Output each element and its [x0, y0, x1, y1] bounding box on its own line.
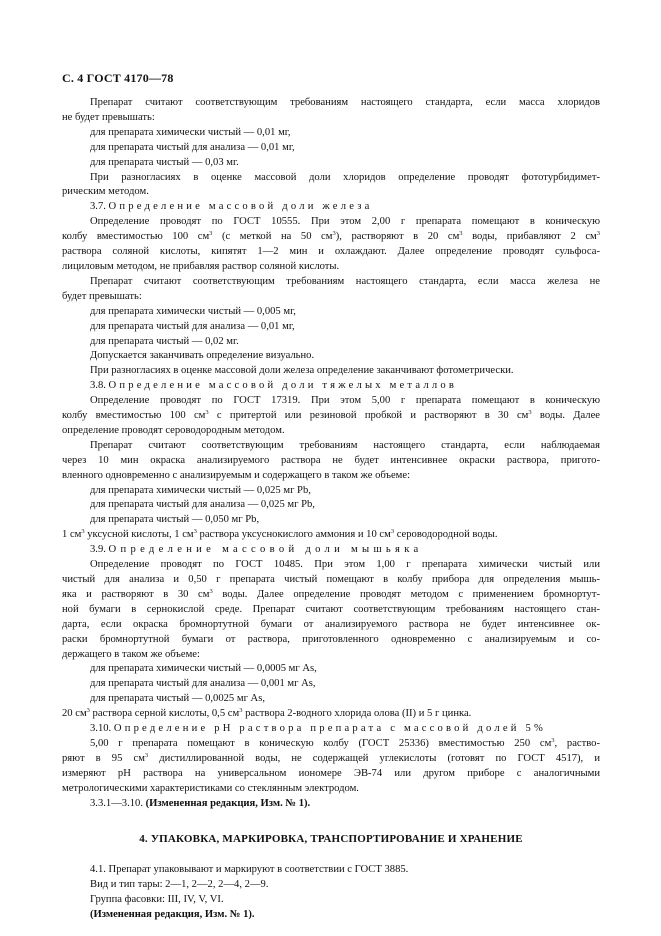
paragraph-line: измеряют рН раствора на универсальном иономере ЭВ-74 или другом приборе с аналогичными: [62, 767, 600, 779]
paragraph-line: будет превышать:: [62, 290, 142, 302]
amendment-note: 3.3.1—3.10. (Измененная редакция, Изм. № 1).: [90, 797, 311, 809]
paragraph-line: лициловым методом, не прибавляя раствор соляной кислоты.: [62, 260, 340, 272]
document-body: [62, 96, 600, 923]
paragraph-line: Допускается заканчивать определение визуально.: [90, 350, 315, 362]
paragraph-line: 4.1. Препарат упаковывают и маркируют в соответствии с ГОСТ 3885.: [90, 864, 409, 876]
section-title: Определение массовой доли железа: [108, 201, 373, 213]
list-item: для препарата химически чистый — 0,01 мг,: [90, 126, 291, 138]
paragraph-line: Определение проводят по ГОСТ 17319. При этом 5,00 г препарата помещают в коническую: [90, 395, 600, 407]
list-item: для препарата чистый — 0,0025 мг As,: [90, 693, 265, 705]
section-heading-3-10: [62, 722, 600, 737]
list-item: для препарата чистый — 0,02 мг.: [90, 335, 239, 347]
section-number: 3.7.: [90, 201, 106, 213]
amendment-note: (Измененная редакция, Изм. № 1).: [90, 909, 255, 921]
paragraph-line: 5,00 г препарата помещают в коническую колбу (ГОСТ 25336) вместимостью 250 $см^3$, раство-: [90, 736, 601, 749]
list-item: для препарата чистый для анализа — 0,001 мг As,: [90, 678, 316, 690]
paragraph-line: определение проводят сероводородным методом.: [62, 424, 285, 436]
paragraph-line: яка и растворяют в 30 $см^3$ воды. Далее определение проводят методом с применением бромнортут-: [62, 587, 600, 600]
paragraph-line: При разногласиях в оценке массовой доли хлоридов определение проводят фототурбидимет-: [90, 171, 600, 183]
paragraph-line: Препарат считают соответствующим требованиям настоящего стандарта, если наблюдаемая: [90, 439, 600, 451]
list-item: для препарата химически чистый — 0,025 мг Pb,: [90, 484, 311, 496]
chloride-requirement-line-1: Препарат считают соответствующим требованиям настоящего стандарта, если масса хлоридов: [90, 97, 600, 108]
paragraph-line: рическим методом.: [62, 186, 149, 198]
page-header: С. 4 ГОСТ 4170—78: [62, 71, 174, 85]
list-item: для препарата чистый для анализа — 0,01 мг,: [90, 141, 295, 153]
list-item: для препарата чистый для анализа — 0,01 мг,: [90, 320, 295, 332]
paragraph-line: раствора соляной кислоты, кипятят 1—2 мин и охлаждают. Далее определение проводят сульфоса-: [62, 246, 600, 258]
paragraph-line: ной бумаги в сернокислой среде. Препарат считают соответствующим требованиям настоящего стан-: [62, 603, 600, 615]
paragraph-line: 1 $см^3$ уксусной кислоты, 1 $см^3$ раствора уксуснокислого аммония и 10 $см^3$ сероводородной воды.: [62, 528, 498, 541]
paragraph-line: раски бромнортутной бумаги от раствора, приготовленного одновременно с анализируемым и со-: [62, 633, 600, 645]
paragraph-line: метрологическими характеристиками со стеклянным электродом.: [62, 782, 359, 794]
paragraph-line: Группа фасовки: III, IV, V, VI.: [90, 894, 224, 906]
section-heading-3-9: [62, 543, 600, 558]
chloride-requirement-line-2: не будет превышать:: [62, 111, 155, 123]
paragraph-line: держащего в таком же объеме:: [62, 648, 200, 660]
section-heading-4: 4. УПАКОВКА, МАРКИРОВКА, ТРАНСПОРТИРОВАНИЕ И ХРАНЕНИЕ: [139, 832, 523, 845]
paragraph-line: ряют в 95 $см^3$ дистиллированной воды, не содержащей углекислоты (готовят по ГОСТ 4517), и: [62, 751, 600, 764]
list-item: для препарата чистый — 0,03 мг.: [90, 156, 239, 168]
section-number: 3.8.: [90, 380, 106, 392]
section-heading-3-7: [62, 200, 600, 215]
paragraph-line: колбу вместимостью 100 $см^3$ (с меткой на 50 $см^3$), растворяют в 20 $см^3$ воды, прибавляют 2 $см^3$: [62, 230, 600, 243]
paragraph-line: через 10 мин окраска анализируемого раствора не будет интенсивнее окраски раствора, пригото-: [62, 454, 600, 466]
section-number: 3.9.: [90, 544, 106, 556]
paragraph-line: дарта, если окраска бромнортутной бумаги от анализируемого раствора не будет интенсивнее ок-: [62, 618, 600, 630]
list-item: для препарата чистый для анализа — 0,025 мг Pb,: [90, 499, 315, 511]
section-heading-3-8: [62, 379, 600, 394]
list-item: для препарата химически чистый — 0,005 мг,: [90, 305, 296, 317]
section-title: Определение рН раствора препарата с массовой долей 5%: [113, 723, 546, 735]
section-title: Определение массовой доли тяжелых металлов: [108, 380, 458, 392]
paragraph-line: колбу вместимостью 100 $см^3$ с притертой или резиновой пробкой и растворяют в 30 $см^3$ воды. Далее: [62, 409, 600, 422]
paragraph-line: Определение проводят по ГОСТ 10485. При этом 1,00 г препарата химически чистый или: [90, 559, 600, 571]
paragraph-line: Вид и тип тары: 2—1, 2—2, 2—4, 2—9.: [90, 879, 269, 891]
list-item: для препарата чистый — 0,050 мг Pb,: [90, 514, 260, 526]
section-number: 3.10.: [90, 723, 112, 735]
paragraph-line: Препарат считают соответствующим требованиям настоящего стандарта, если масса железа не: [90, 275, 600, 287]
paragraph-line: чистый для анализа и 0,50 г препарата чистый помещают в колбу прибора для определения мышь-: [62, 574, 600, 585]
paragraph-line: При разногласиях в оценке массовой доли железа определение заканчивают фотометрически.: [90, 365, 514, 377]
paragraph-line: 20 $см^3$ раствора серной кислоты, 0,5 $см^3$ раствора 2-водного хлорида олова (II) и 5 г цинка.: [62, 707, 472, 720]
list-item: для препарата химически чистый — 0,0005 мг As,: [90, 663, 317, 675]
paragraph-line: Определение проводят по ГОСТ 10555. При этом 2,00 г препарата помещают в коническую: [90, 216, 600, 228]
section-title: Определение массовой доли мышьяка: [108, 544, 423, 556]
paragraph-line: вленного одновременно с анализируемым и содержащего в таком же объеме:: [62, 469, 411, 481]
